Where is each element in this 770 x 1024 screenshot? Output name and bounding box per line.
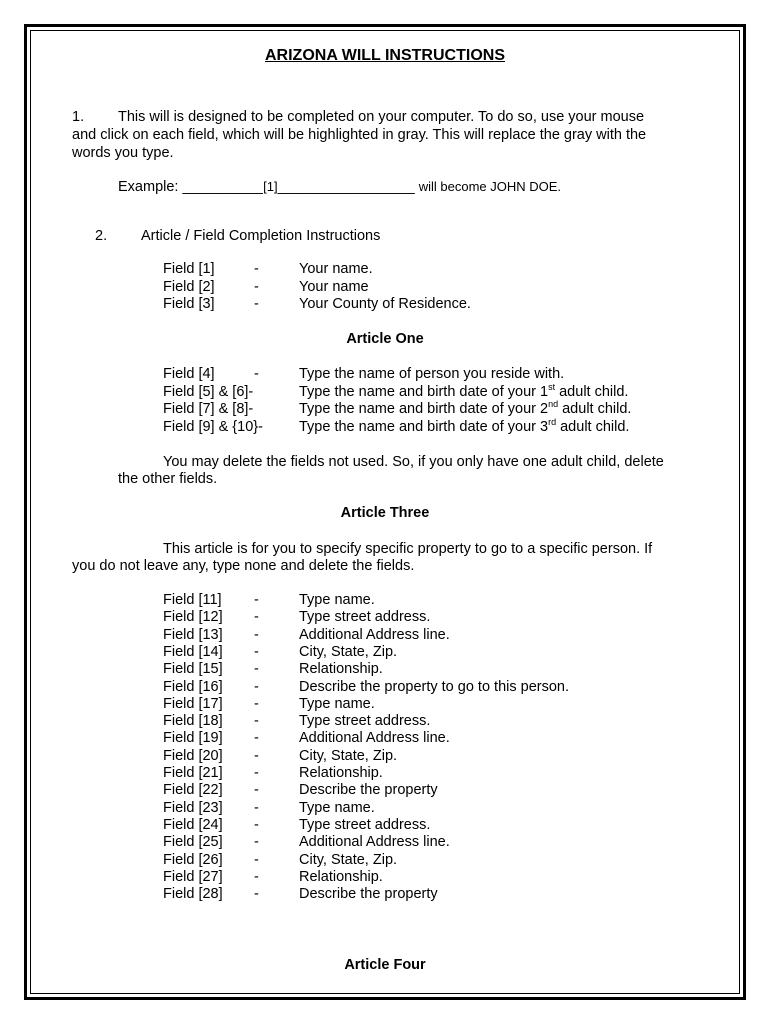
field-dash: -	[254, 626, 259, 643]
field-dash: -	[254, 851, 259, 868]
field-desc: Type the name and birth date of your 3rd adult child.	[299, 416, 630, 435]
field-id: Field [20]	[163, 747, 223, 764]
field-dash: -	[254, 261, 259, 277]
field-desc: Describe the property	[299, 886, 438, 903]
field-dash: -	[254, 661, 259, 678]
field-desc: Type the name of person you reside with.	[299, 366, 565, 382]
field-dash: -	[254, 296, 259, 312]
field-dash: -	[254, 713, 259, 730]
field-dash: -	[254, 366, 259, 382]
field-dash: -	[254, 834, 259, 851]
item1-line2: and click on each field, which will be highlighted in gray. This will replace the gray with the	[72, 127, 647, 143]
field-dash: -	[254, 278, 259, 295]
field-dash: -	[254, 816, 259, 833]
field-id: Field [26]	[163, 851, 223, 868]
field-desc: Describe the property to go to this person.	[299, 678, 570, 695]
field-id: Field [16]	[163, 678, 223, 695]
field-id: Field [17]	[163, 695, 223, 712]
field-desc: Type name.	[299, 799, 375, 816]
field-dash: -	[254, 868, 259, 885]
item2-number: 2.	[95, 228, 108, 244]
field-dash: -	[254, 643, 259, 660]
field-id: Field [24]	[163, 816, 223, 833]
example-label: Example: __________	[118, 179, 264, 195]
field-desc: City, State, Zip.	[299, 643, 398, 660]
example-underline: _________________	[277, 179, 415, 195]
field-desc: Type name.	[299, 592, 375, 608]
article-four-heading: Article Four	[344, 957, 426, 973]
item2-label: Article / Field Completion Instructions	[141, 228, 381, 244]
field-id: Field [14]	[163, 643, 223, 660]
field-desc: Additional Address line.	[299, 730, 450, 747]
field-dash: -	[254, 678, 259, 695]
field-desc: Relationship.	[299, 868, 383, 885]
field-dash: -	[254, 592, 259, 608]
field-dash: -	[254, 695, 259, 712]
field-dash: -	[254, 609, 259, 626]
field-dash: -	[254, 730, 259, 747]
field-id: Field [13]	[163, 626, 223, 643]
example-result: will become JOHN DOE.	[418, 179, 562, 194]
field-dash: -	[254, 886, 259, 903]
field-id: Field [19]	[163, 730, 223, 747]
document-title: ARIZONA WILL INSTRUCTIONS	[265, 47, 505, 64]
field-desc: Additional Address line.	[299, 626, 450, 643]
field-desc: Type street address.	[299, 816, 431, 833]
field-desc: Your name.	[299, 261, 373, 277]
field-desc: Relationship.	[299, 765, 383, 781]
field-id: Field [1]	[163, 261, 215, 277]
field-id: Field [4]	[163, 366, 215, 382]
field-dash: -	[254, 747, 259, 764]
field-id: Field [7] & [8]-	[163, 401, 254, 417]
article-one-note-line1: You may delete the fields not used. So, if you only have one adult child, delete	[163, 454, 664, 470]
field-dash: -	[254, 765, 259, 781]
article-one-note-line2: the other fields.	[118, 471, 218, 487]
field-desc: Type street address.	[299, 713, 431, 730]
article-three-intro-line2: you do not leave any, type none and delete the fields.	[72, 558, 415, 574]
field-desc: Your County of Residence.	[299, 296, 471, 312]
field-desc: Relationship.	[299, 661, 383, 678]
field-id: Field [18]	[163, 713, 223, 730]
field-desc: Type street address.	[299, 609, 431, 626]
field-id: Field [23]	[163, 799, 223, 816]
article-one-heading: Article One	[346, 331, 424, 347]
article-three-heading: Article Three	[340, 505, 430, 521]
field-id: Field [25]	[163, 834, 223, 851]
item1-number: 1.	[72, 109, 85, 125]
field-id: Field [27]	[163, 868, 223, 885]
item1-line1: This will is designed to be completed on your computer. To do so, use your mouse	[118, 109, 645, 125]
field-desc: Type the name and birth date of your 1st adult child.	[299, 381, 629, 400]
field-id: Field [12]	[163, 609, 223, 626]
field-desc: City, State, Zip.	[299, 851, 398, 868]
article-three-intro-line1: This article is for you to specify specific property to go to a specific person. If	[163, 541, 653, 557]
field-id: Field [9] & {10}-	[163, 418, 263, 435]
example-field[interactable]: [1]	[263, 179, 278, 194]
field-id: Field [5] & [6]-	[163, 383, 254, 400]
field-id: Field [22]	[163, 782, 223, 799]
field-id: Field [21]	[163, 765, 223, 781]
field-dash: -	[254, 782, 259, 799]
field-desc: Describe the property	[299, 782, 438, 799]
field-id: Field [3]	[163, 296, 215, 312]
field-desc: Type the name and birth date of your 2nd adult child.	[299, 399, 632, 417]
field-desc: City, State, Zip.	[299, 747, 398, 764]
field-desc: Your name	[299, 278, 369, 295]
field-id: Field [2]	[163, 278, 215, 295]
example-line	[118, 178, 561, 196]
field-id: Field [28]	[163, 886, 223, 903]
field-id: Field [11]	[163, 592, 222, 608]
field-desc: Additional Address line.	[299, 834, 450, 851]
field-dash: -	[254, 799, 259, 816]
field-desc: Type name.	[299, 695, 375, 712]
field-id: Field [15]	[163, 661, 223, 678]
item1-line3: words you type.	[72, 145, 174, 161]
